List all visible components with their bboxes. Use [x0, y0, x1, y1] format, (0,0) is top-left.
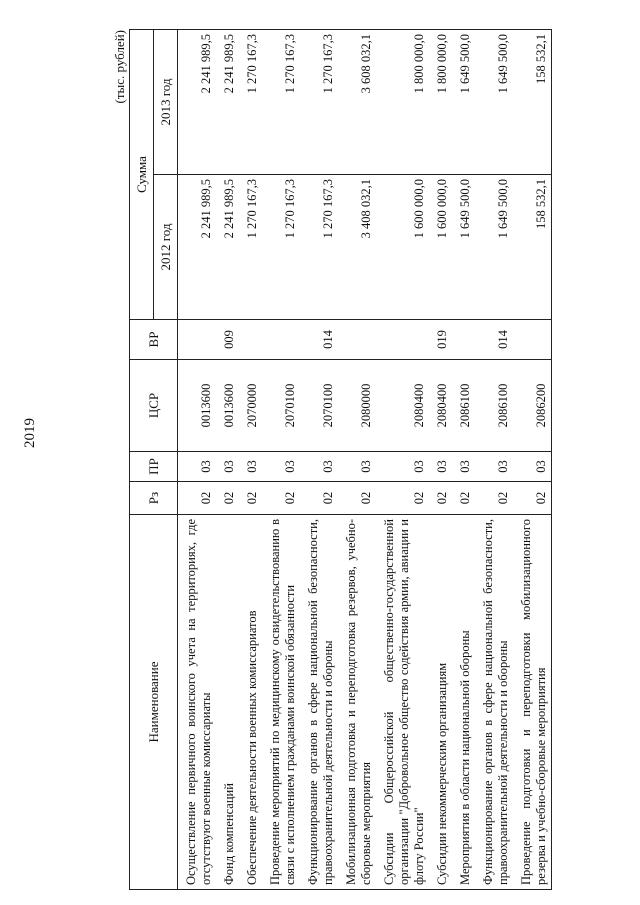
row-csr: 2086100 — [475, 360, 513, 452]
row-csr: 2070100 — [300, 360, 338, 452]
header-name: Наименование — [130, 515, 178, 890]
row-name: Мобилизационная подготовка и переподготовка резервов, учебно-сборовые мероприятия — [338, 515, 376, 890]
row-sum-2012: 1 649 500,0 — [452, 175, 475, 320]
row-vr — [262, 320, 300, 360]
row-vr — [452, 320, 475, 360]
row-sum-2012: 2 241 989,5 — [178, 175, 217, 320]
row-sum-2012: 1 270 167,3 — [300, 175, 338, 320]
table-row — [338, 30, 376, 890]
row-name: Фонд компенсаций — [216, 515, 239, 890]
row-sum-2013: 3 608 032,1 — [338, 30, 376, 175]
row-csr: 2070100 — [262, 360, 300, 452]
row-pr: 03 — [178, 452, 217, 482]
row-pr: 03 — [429, 452, 452, 482]
row-name: Проведение подготовки и переподготовки мобилизационного резерва и учебно-сборовые мероприятия — [513, 515, 552, 890]
row-sum-2013: 1 800 000,0 — [429, 30, 452, 175]
table-row — [376, 30, 429, 890]
row-pr: 03 — [452, 452, 475, 482]
header-2013: 2013 год — [154, 30, 178, 175]
row-rz: 02 — [513, 482, 552, 515]
row-csr: 2086100 — [452, 360, 475, 452]
row-name: Субсидии некоммерческим организациям — [429, 515, 452, 890]
row-name: Функционирование органов в сфере национальной безопасности, правоохранительной деятельности и обороны — [475, 515, 513, 890]
header-csr: ЦСР — [130, 360, 178, 452]
row-sum-2013: 158 532,1 — [513, 30, 552, 175]
row-sum-2013: 2 241 989,5 — [216, 30, 239, 175]
row-rz: 02 — [376, 482, 429, 515]
row-sum-2012: 1 600 000,0 — [429, 175, 452, 320]
row-pr: 03 — [475, 452, 513, 482]
row-rz: 02 — [475, 482, 513, 515]
row-sum-2013: 1 270 167,3 — [300, 30, 338, 175]
header-sum: Сумма — [130, 30, 154, 320]
row-sum-2012: 1 649 500,0 — [475, 175, 513, 320]
row-csr: 2080000 — [338, 360, 376, 452]
row-sum-2012: 2 241 989,5 — [216, 175, 239, 320]
row-sum-2013: 1 649 500,0 — [452, 30, 475, 175]
row-rz: 02 — [178, 482, 217, 515]
row-csr: 2080400 — [376, 360, 429, 452]
table-row — [300, 30, 338, 890]
table-row — [262, 30, 300, 890]
rotated-page — [112, 30, 628, 890]
row-name: Осуществление первичного воинского учета на территориях, где отсутствуют военные комиссариаты — [178, 515, 217, 890]
table-row — [475, 30, 513, 890]
header-pr: ПР — [130, 452, 178, 482]
row-pr: 03 — [216, 452, 239, 482]
header-2012: 2012 год — [154, 175, 178, 320]
row-rz: 02 — [216, 482, 239, 515]
row-rz: 02 — [300, 482, 338, 515]
row-name: Субсидии Общероссийской общественно-государственной организации "Добровольное общество содействия армии, авиации и флоту России" — [376, 515, 429, 890]
row-sum-2013: 1 270 167,3 — [239, 30, 262, 175]
table-row — [216, 30, 239, 890]
row-sum-2012: 3 408 032,1 — [338, 175, 376, 320]
row-vr — [239, 320, 262, 360]
row-vr: 019 — [429, 320, 452, 360]
row-vr — [376, 320, 429, 360]
units-note: (тыс. рублей) — [112, 30, 127, 104]
row-csr: 0013600 — [216, 360, 239, 452]
budget-table — [129, 29, 552, 890]
row-vr — [338, 320, 376, 360]
row-csr: 0013600 — [178, 360, 217, 452]
row-pr: 03 — [513, 452, 552, 482]
row-pr: 03 — [338, 452, 376, 482]
table-body — [178, 30, 552, 890]
row-name: Функционирование органов в сфере национальной безопасности, правоохранительной деятельности и обороны — [300, 515, 338, 890]
row-name: Проведение мероприятий по медицинскому освидетельствованию в связи с исполнением гражданами воинской обязанности — [262, 515, 300, 890]
row-vr: 014 — [300, 320, 338, 360]
row-vr — [513, 320, 552, 360]
table-row — [452, 30, 475, 890]
row-pr: 03 — [262, 452, 300, 482]
table-row — [239, 30, 262, 890]
row-sum-2013: 1 270 167,3 — [262, 30, 300, 175]
page-number: 2019 — [22, 418, 38, 448]
row-name: Мероприятия в области национальной обороны — [452, 515, 475, 890]
row-pr: 03 — [239, 452, 262, 482]
row-csr: 2070000 — [239, 360, 262, 452]
row-rz: 02 — [429, 482, 452, 515]
row-sum-2012: 1 600 000,0 — [376, 175, 429, 320]
table-header — [130, 30, 178, 890]
table-row — [178, 30, 217, 890]
row-sum-2012: 1 270 167,3 — [262, 175, 300, 320]
row-vr: 014 — [475, 320, 513, 360]
row-pr: 03 — [300, 452, 338, 482]
row-name: Обеспечение деятельности военных комиссариатов — [239, 515, 262, 890]
row-vr: 009 — [216, 320, 239, 360]
row-sum-2013: 1 649 500,0 — [475, 30, 513, 175]
row-rz: 02 — [239, 482, 262, 515]
row-sum-2012: 158 532,1 — [513, 175, 552, 320]
row-rz: 02 — [262, 482, 300, 515]
row-pr: 03 — [376, 452, 429, 482]
row-sum-2012: 1 270 167,3 — [239, 175, 262, 320]
row-vr — [178, 320, 217, 360]
row-csr: 2086200 — [513, 360, 552, 452]
header-rz: Рз — [130, 482, 178, 515]
table-row — [429, 30, 452, 890]
table-row — [513, 30, 552, 890]
row-rz: 02 — [452, 482, 475, 515]
row-csr: 2080400 — [429, 360, 452, 452]
row-rz: 02 — [338, 482, 376, 515]
row-sum-2013: 2 241 989,5 — [178, 30, 217, 175]
header-vr: ВР — [130, 320, 178, 360]
row-sum-2013: 1 800 000,0 — [376, 30, 429, 175]
